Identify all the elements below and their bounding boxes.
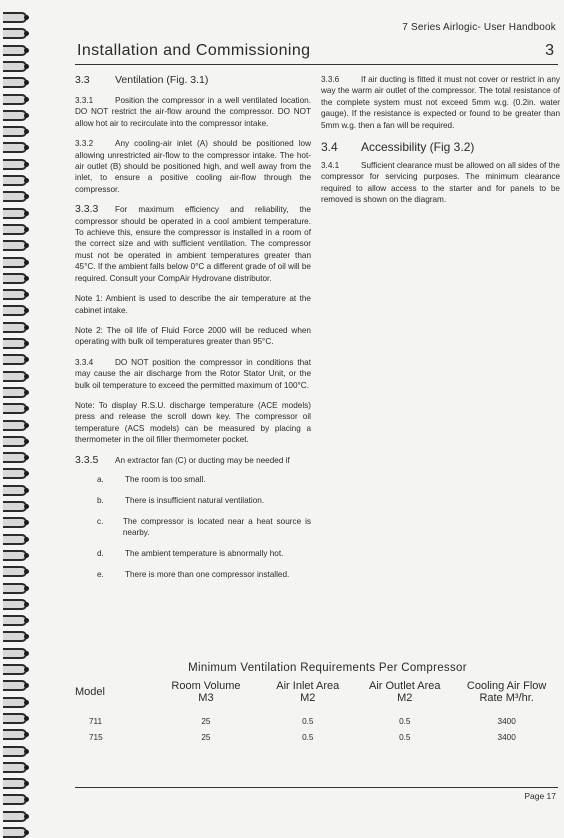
note-2: Note 2: The oil life of Fluid Force 2000 will be reduced when operating with bulk oil temperatures greater than 95°C.	[75, 325, 311, 347]
col-header-air-flow: Cooling Air Flow Rate M³/hr.	[466, 680, 547, 704]
ventilation-table	[75, 680, 560, 746]
page-number: Page 17	[524, 791, 556, 801]
para-3-3-2: 3.3.2 Any cooling-air inlet (A) should be positioned low allowing unrestricted air-flow to the compressor intake. The hot-air outlet (B) should be positioned high, and well away from the inlet, to ensure a positive cooling air-flow through the compressor.	[75, 139, 311, 194]
list-item: b. There is insufficient natural ventilation.	[97, 495, 265, 505]
col-header-room-volume: Room Volume M3	[171, 680, 241, 704]
heading-ventilation: 3.3 Ventilation (Fig. 3.1)	[75, 74, 209, 86]
header-divider	[75, 64, 558, 65]
list-item: e. There is more than one compressor installed.	[97, 570, 290, 579]
note-1: Note 1: Ambient is used to describe the air temperature at the cabinet intake.	[75, 294, 311, 315]
col-header-air-outlet: Air Outlet Area M2	[369, 680, 441, 704]
extractor-reasons-list	[97, 474, 311, 580]
note-3: Note: To display R.S.U. discharge temperature (ACE models) press and release the scroll down key. The compressor oil temperature (ACS models) can be measured by placing a thermometer in the oil filler thermometer pocket.	[75, 400, 311, 445]
ventilation-table-section	[75, 662, 560, 746]
chapter-number: 3	[545, 42, 554, 59]
col-header-model: Model	[75, 686, 105, 698]
list-item: c. The compressor is located near a heat source is nearby.	[97, 516, 311, 538]
handbook-title: 7 Series Airlogic- User Handbook	[402, 22, 556, 33]
list-item: a. The room is too small.	[97, 474, 206, 484]
para-3-4-1: 3.4.1 Sufficient clearance must be allowed on all sides of the compressor for servicing purposes. The minimum clearance required to allow access to the starter and for panels to be removed is shown on the diagram.	[321, 161, 560, 205]
para-3-3-1: 3.3.1 Position the compressor in a well ventilated location. DO NOT restrict the air-flow around the compressor. DO NOT allow hot air to recirculate into the compressor intake.	[75, 96, 311, 128]
para-3-3-5: 3.3.5 An extractor fan (C) or ducting may be needed if	[75, 453, 290, 466]
col-header-air-inlet: Air Inlet Area M2	[276, 680, 340, 704]
table-row: 715 25 0.5 0.5 3400	[89, 733, 516, 742]
table-title: Minimum Ventilation Requirements Per Compressor	[188, 662, 467, 674]
table-header-row	[75, 680, 560, 714]
right-column	[321, 74, 560, 215]
para-3-3-3: 3.3.3 For maximum efficiency and reliability, the compressor should be operated in a cool ambient temperature. To achieve this, ensure the compressor is installed in a room of the correct size and with sufficient ventilation. The compressor must not be operated in ambient temperatures greater than 45°C. If the ambient falls below 0°C a different grade of oil will be required. Consult your CompAir Hydrovane distributor.	[75, 203, 311, 283]
left-column	[75, 74, 311, 590]
para-3-3-4: 3.3.4 DO NOT position the compressor in conditions that may cause the air discharge from the Rotor Stator Unit, or the bulk oil temperature to exceed the permitted maximum of 100°C.	[75, 357, 311, 390]
list-item: d. The ambient temperature is abnormally hot.	[97, 549, 284, 559]
para-3-3-6: 3.3.6 If air ducting is fitted it must not cover or restrict in any way the warm air outlet of the compressor. The total resistance of the complete system must not exceed 5mm w.g. (0.2in. water gauge). If the resistance is expected or found to be greater than 5mm w.g. then a fan will be required.	[321, 75, 560, 130]
table-row: 711 25 0.5 0.5 3400	[89, 717, 516, 726]
heading-accessibility: 3.4 Accessibility (Fig 3.2)	[321, 140, 475, 155]
footer-divider	[75, 787, 558, 788]
section-title: Installation and Commissioning	[77, 42, 311, 59]
